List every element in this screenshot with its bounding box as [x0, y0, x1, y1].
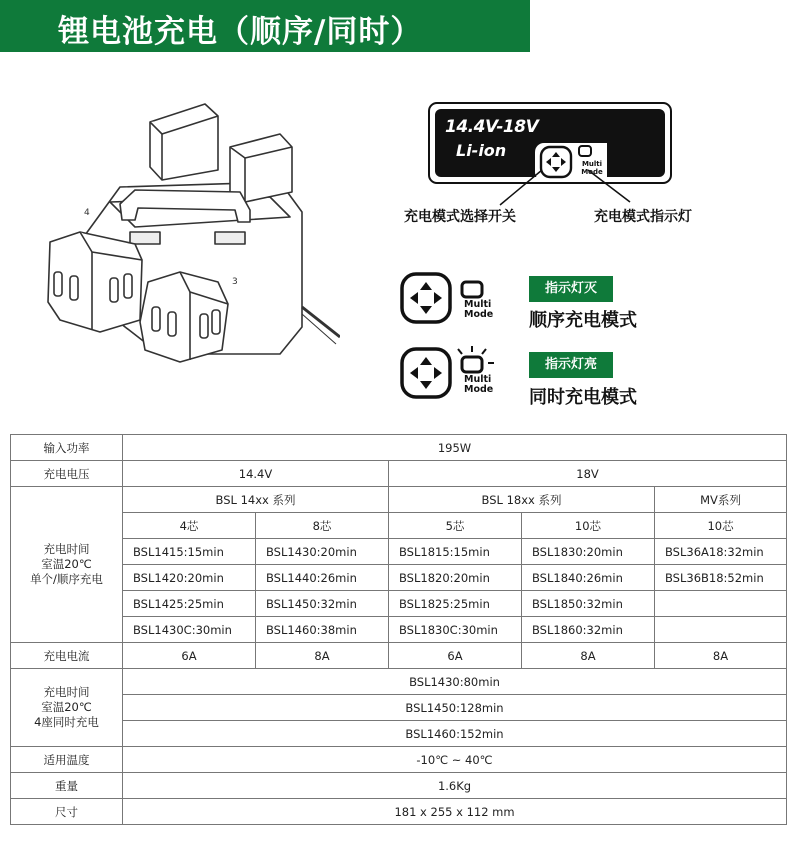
value-temperature: -10℃ ~ 40℃	[123, 747, 787, 773]
single-time: BSL1840:26min	[522, 565, 655, 591]
current-value: 6A	[123, 643, 256, 669]
simultaneous-time: BSL1430:80min	[123, 669, 787, 695]
label-current: 充电电流	[11, 643, 123, 669]
cells-col-5: 10芯	[655, 513, 787, 539]
single-time: BSL1425:25min	[123, 591, 256, 617]
row-size	[11, 799, 787, 825]
row-voltage	[11, 461, 787, 487]
current-value: 8A	[655, 643, 787, 669]
cells-col-4: 10芯	[522, 513, 655, 539]
cells-col-3: 5芯	[389, 513, 522, 539]
label-voltage: 充电电压	[11, 461, 123, 487]
value-size: 181 x 255 x 112 mm	[123, 799, 787, 825]
cells-col-2: 8芯	[256, 513, 389, 539]
single-time: BSL1830:20min	[522, 539, 655, 565]
current-value: 8A	[256, 643, 389, 669]
single-time: BSL1850:32min	[522, 591, 655, 617]
series-bsl18: BSL 18xx 系列	[389, 487, 655, 513]
single-time: BSL36A18:32min	[655, 539, 787, 565]
charger-illustration	[40, 92, 340, 367]
single-time: BSL36B18:52min	[655, 565, 787, 591]
series-bsl14: BSL 14xx 系列	[123, 487, 389, 513]
row-series	[11, 487, 787, 513]
single-time: BSL1825:25min	[389, 591, 522, 617]
table-row	[11, 695, 787, 721]
single-time: BSL1815:15min	[389, 539, 522, 565]
page-title: 锂电池充电（顺序/同时）	[58, 14, 423, 50]
bay-number-3: 3	[232, 277, 238, 287]
mode-1-multi-mode-text: Multi Mode	[464, 299, 494, 320]
callout-mode-indicator: 充电模式指示灯	[594, 209, 692, 225]
single-time: BSL1440:26min	[256, 565, 389, 591]
single-time: BSL1830C:30min	[389, 617, 522, 643]
current-value: 8A	[522, 643, 655, 669]
single-time	[655, 617, 787, 643]
single-time: BSL1820:20min	[389, 565, 522, 591]
single-time	[655, 591, 787, 617]
single-time: BSL1460:38min	[256, 617, 389, 643]
row-input-power	[11, 435, 787, 461]
callout-mode-switch: 充电模式选择开关	[404, 209, 516, 225]
simultaneous-mode-label: 同时充电模式	[529, 387, 637, 408]
callout-lines	[420, 150, 650, 210]
table-row	[11, 669, 787, 695]
single-time: BSL1430:20min	[256, 539, 389, 565]
label-single-charge: 充电时间 室温20℃ 单个/顺序充电	[11, 487, 123, 643]
single-time: BSL1430C:30min	[123, 617, 256, 643]
label-input-power: 输入功率	[11, 435, 123, 461]
indicator-on-tag: 指示灯亮	[529, 352, 613, 378]
table-row	[11, 565, 787, 591]
value-voltage-18: 18V	[389, 461, 787, 487]
single-time: BSL1860:32min	[522, 617, 655, 643]
table-row	[11, 539, 787, 565]
value-voltage-14: 14.4V	[123, 461, 389, 487]
row-temperature	[11, 747, 787, 773]
row-cells	[11, 513, 787, 539]
indicator-off-tag: 指示灯灭	[529, 276, 613, 302]
cells-col-1: 4芯	[123, 513, 256, 539]
single-time: BSL1420:20min	[123, 565, 256, 591]
single-time: BSL1415:15min	[123, 539, 256, 565]
panel-chemistry: Li-ion	[456, 141, 507, 160]
single-time: BSL1450:32min	[256, 591, 389, 617]
simultaneous-time: BSL1460:152min	[123, 721, 787, 747]
label-size: 尺寸	[11, 799, 123, 825]
table-row	[11, 617, 787, 643]
spec-table	[10, 434, 787, 825]
row-weight	[11, 773, 787, 799]
label-weight: 重量	[11, 773, 123, 799]
table-row	[11, 591, 787, 617]
series-mv: MV系列	[655, 487, 787, 513]
table-row	[11, 721, 787, 747]
title-banner	[0, 0, 530, 52]
mode-2-multi-mode-text: Multi Mode	[464, 374, 494, 395]
current-value: 6A	[389, 643, 522, 669]
sequential-mode-label: 顺序充电模式	[529, 310, 637, 331]
simultaneous-time: BSL1450:128min	[123, 695, 787, 721]
multi-mode-text: Multi Mode	[581, 160, 603, 176]
value-weight: 1.6Kg	[123, 773, 787, 799]
row-current	[11, 643, 787, 669]
panel-voltage: 14.4V-18V	[445, 117, 539, 137]
value-input-power: 195W	[123, 435, 787, 461]
bay-number-4: 4	[84, 208, 90, 218]
label-temperature: 适用温度	[11, 747, 123, 773]
label-simultaneous-charge: 充电时间 室温20℃ 4座同时充电	[11, 669, 123, 747]
